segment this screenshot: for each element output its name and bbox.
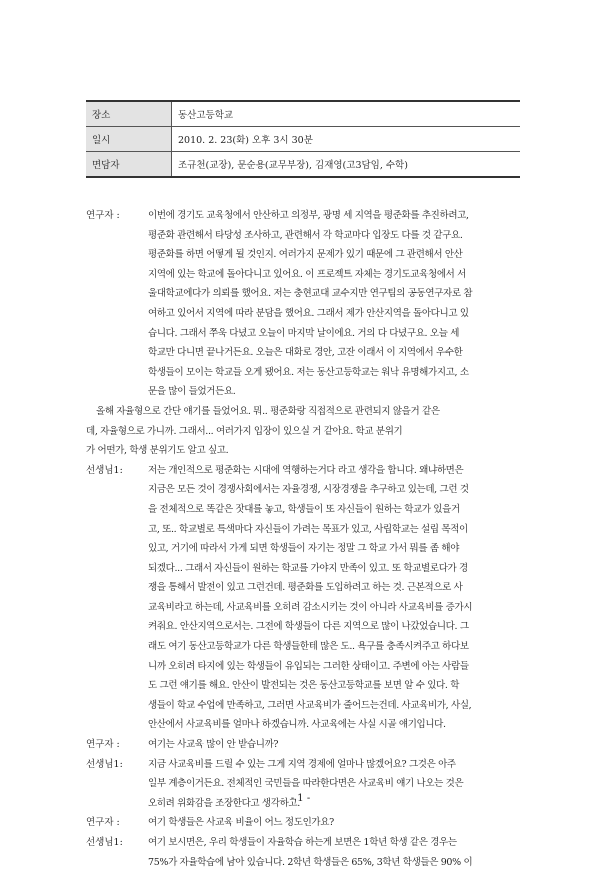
text-line: 지역에 있는 학교에 돌아다니고 있어요. 이 프로젝트 자체는 경기도교육청에서 서	[148, 268, 466, 280]
text-line: 쟁을 통해서 발전이 있고 그런건데. 평준화를 도입하려고 하는 것. 근본적으로 사	[148, 582, 463, 594]
info-value: 조규천(교장), 문순용(교무부장), 김재영(고3담임, 수학)	[172, 152, 521, 178]
info-row	[86, 127, 520, 152]
dialogue-paragraph	[86, 813, 524, 833]
info-label: 면담자	[86, 152, 172, 178]
info-label: 장소	[86, 101, 172, 127]
text-line: 니까 오히려 타지에 있는 학생들이 유입되는 그러한 상태이고. 주변에 아는 사람들	[148, 660, 469, 672]
speaker-label: 선생님1:	[86, 837, 123, 848]
speaker-label: 선생님1:	[86, 758, 123, 770]
text-line: 평준화를 하면 어떻게 될 것인지. 여러가지 문제가 있기 때문에 그 관련해서 안산	[148, 249, 463, 261]
dialogue-paragraph	[86, 206, 524, 402]
speaker-label: 선생님1:	[86, 464, 123, 476]
dialogue-paragraph	[86, 402, 524, 461]
text-line: 습니다. 그래서 쭈욱 다녔고 오늘이 마지막 날이에요. 거의 다 다녔구요. 오늘 세	[148, 327, 460, 339]
text-line: 되겠다... 그래서 자신들이 원하는 학교를 가야지 만족이 있고. 또 학교별로다가 경	[148, 562, 468, 574]
info-row	[86, 101, 520, 127]
text-line: 고, 또.. 학교별로 특색마다 자신들이 가려는 목표가 있고, 사립학교는 설립 목적이	[148, 523, 468, 535]
interview-body	[86, 206, 524, 872]
text-line: 평준화 관련해서 타당성 조사하고, 관련해서 각 학교마다 입장도 다를 것 같구요.	[148, 229, 463, 241]
text-line: 켜줘요. 안산지역으로서는. 그전에 학생들이 다른 지역으로 많이 나갔었습니다. 그	[148, 621, 469, 633]
text-line: 있고, 거기에 따라서 가게 되면 학생들이 자기는 정말 그 학교 가서 뭐를 좀 해야	[148, 543, 460, 555]
text-line: 오히려 위화감을 조장한다고 생각하고.	[148, 797, 300, 809]
text-line: 데, 자율형으로 가니까. 그래서... 여러가지 입장이 있으실 거 같아요. 학교 분위기	[86, 425, 403, 437]
dialogue-paragraph	[86, 755, 524, 814]
dialogue-paragraph	[86, 461, 524, 735]
info-row	[86, 152, 520, 178]
text-line: 래도 여기 동산고등학교가 다른 학생들한테 많은 도.. 욕구를 충족시켜주고 하다보	[148, 641, 469, 653]
text-line: 여하고 있어서 지역에 따라 분담을 했어요. 그래서 제가 안산지역을 돌아다니고 있	[148, 307, 469, 319]
text-line: 여기 학생들은 사교육 비율이 어느 정도인가요?	[148, 817, 334, 829]
text-line: 생들이 학교 수업에 만족하고, 그러면 사교육비가 줄어드는건데. 사교육비가, 사실,	[148, 699, 472, 711]
text-line: 저는 개인적으로 평준화는 시대에 역행하는거다 라고 생각을 합니다. 왜냐하면은	[148, 464, 464, 476]
text-line: 일부 계층이거든요. 전체적인 국민들을 따라한다면은 사교육비 얘기 나오는 것은	[148, 778, 464, 790]
text-line: 가 어떤가, 학생 분위기도 알고 싶고.	[86, 445, 229, 457]
text-line: 학생들이 모이는 학교들 오게 됐어요. 저는 동산고등학교는 워낙 유명해가지고, 소	[148, 366, 469, 378]
text-line: 올해 자율형으로 간단 얘기를 들었어요. 뭐.. 평준화랑 직접적으로 관련되지 않을거 같은	[96, 405, 440, 417]
text-line: 도 그런 얘기를 해요. 안산이 발전되는 것은 동산고등학교를 보면 알 수 있다. 학	[148, 680, 460, 692]
text-line: 을 전체적으로 똑같은 잣대를 놓고, 학생들이 또 자신들이 원하는 학교가 있을거	[148, 503, 460, 515]
speaker-label: 연구자 :	[86, 210, 120, 221]
info-value: 동산고등학교	[178, 110, 234, 121]
text-line: 여기는 사교육 많이 안 받습니까?	[148, 739, 279, 751]
text-line: 여기 보시면은, 우리 학생들이 자율학습 하는게 보면은 1학년 학생 같은 경우는	[148, 837, 457, 848]
dialogue-paragraph	[86, 833, 524, 872]
dialogue-paragraph	[86, 735, 524, 755]
info-label: 일시	[86, 127, 172, 152]
text-line: 75%가 자율학습에 남아 있습니다. 2학년 학생들은 65%, 3학년 학생들은 90% 이	[148, 856, 473, 868]
meeting-info-table	[86, 100, 520, 178]
text-line: 학교만 다니면 끝나거든요. 오늘은 대화로 경안, 고잔 이래서 이 지역에서 우수한	[148, 347, 463, 359]
speaker-label: 연구자 :	[86, 739, 120, 751]
text-line: 지금 사교육비를 드릴 수 있는 그게 지역 경제에 얼마나 많겠어요? 그것은 아주	[148, 758, 456, 770]
speaker-label: 연구자 :	[86, 817, 120, 829]
text-line: 교육비라고 하는데, 사교육비를 오히려 감소시키는 것이 아니라 사교육비를 증가시	[148, 601, 473, 613]
text-line: 울대학교에다가 의뢰를 했어요. 저는 충현교대 교수지만 연구팀의 공동연구자로 참	[148, 288, 473, 300]
page-number: - 1 -	[290, 793, 311, 804]
info-value: 2010. 2. 23(화) 오후 3시 30분	[172, 127, 521, 152]
text-line: 이번에 경기도 교육청에서 안산하고 의정부, 광명 세 지역을 평준화를 추진하려고,	[148, 210, 469, 221]
text-line: 문을 많이 들었거든요.	[148, 386, 236, 398]
text-line: 안산에서 사교육비를 얼마나 하겠습니까. 사교육에는 사실 시골 얘기입니다.	[148, 719, 446, 731]
text-line: 지금은 모든 것이 경쟁사회에서는 자율경쟁, 시장경쟁을 추구하고 있는데, 그런 것	[148, 484, 469, 496]
